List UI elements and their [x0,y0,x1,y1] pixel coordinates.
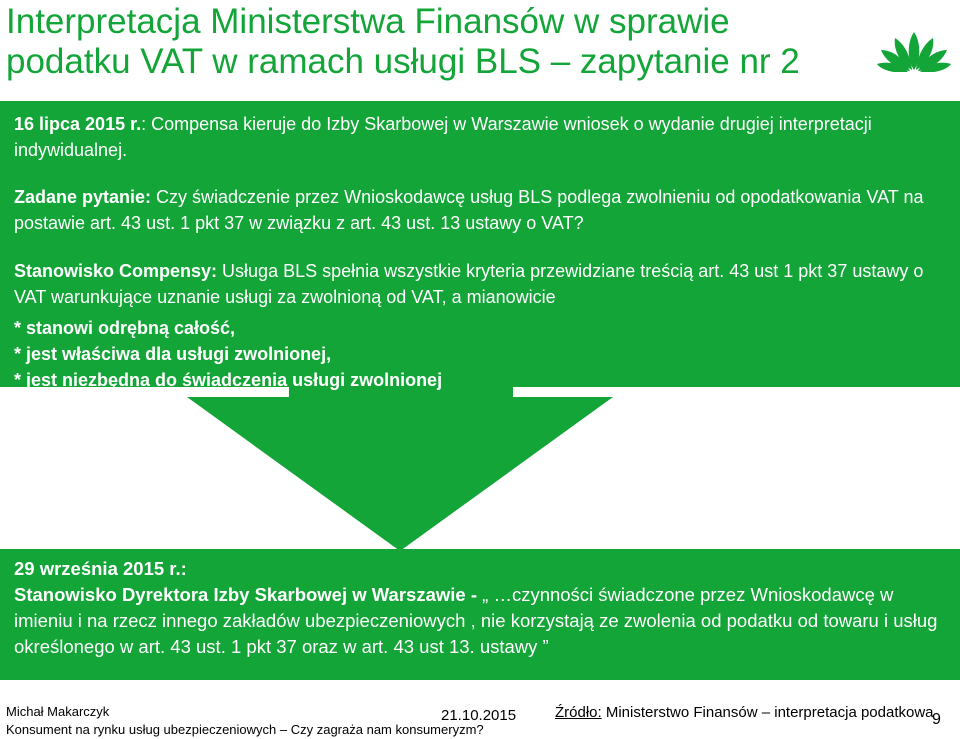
list-item: * jest właściwa dla usługi zwolnionej, [14,344,332,364]
source-text: Ministerstwo Finansów – interpretacja podatkowa [605,704,934,721]
footer-presentation-title: Konsument na rynku usług ubezpieczeniowych – Czy zagraża nam konsumeryzm? [6,722,484,737]
criteria-list [14,315,944,393]
paragraph-director-position [14,556,949,660]
footer-author: Michał Makarczyk [6,704,110,719]
question-text: Czy świadczenie przez Wnioskodawcę usług BLS podlega zwolnieniu od opodatkowania VAT na postawie art. 43 ust. 1 pkt 37 w związku z art. 43 ust. 13 ustawy o VAT? [14,187,924,233]
director-position-text: „ …czynności świadczone przez Wnioskodawcę w imieniu i na rzecz innego zakładów ubezpieczeniowych , nie korzystają ze zwolenia od podatku od towaru i usług określonego w art. 43 ust. 1 pkt 37 oraz w art. 43 ust 13. ustawy ” [14,584,938,657]
footer-source [555,704,934,721]
footer-date: 21.10.2015 [441,707,517,724]
request-date: 16 lipca 2015 r. [14,114,142,134]
paragraph-compensa-position [14,258,944,310]
paragraph-question [14,184,944,236]
source-label: Źródło: [555,704,602,721]
question-label: Zadane pytanie: [14,187,152,207]
page-number: 9 [932,711,941,728]
green-flower-logo-icon [877,30,951,72]
paragraph-request [14,111,944,163]
list-item: * jest niezbędna do świadczenia usługi zwolnionej [14,370,443,390]
list-item: * stanowi odrębną całość, [14,318,236,338]
request-text: : Compensa kieruje do Izby Skarbowej w Warszawie wniosek o wydanie drugiej interpretacji indywidualnej. [14,114,872,160]
down-arrow-icon [187,385,613,551]
slide-title: Interpretacja Ministerstwa Finansów w sprawie podatku VAT w ramach usługi BLS – zapytanie nr 2 [6,2,800,81]
compensa-position-text: Usługa BLS spełnia wszystkie kryteria przewidziane treścią art. 43 ust 1 pkt 37 ustawy o VAT warunkujące uznanie usługi za zwolnioną od VAT, a mianowicie [14,261,924,307]
director-position-label: Stanowisko Dyrektora Izby Skarbowej w Warszawie - [14,584,477,605]
compensa-position-label: Stanowisko Compensy: [14,261,218,281]
decision-date: 29 września 2015 r.: [14,558,187,579]
